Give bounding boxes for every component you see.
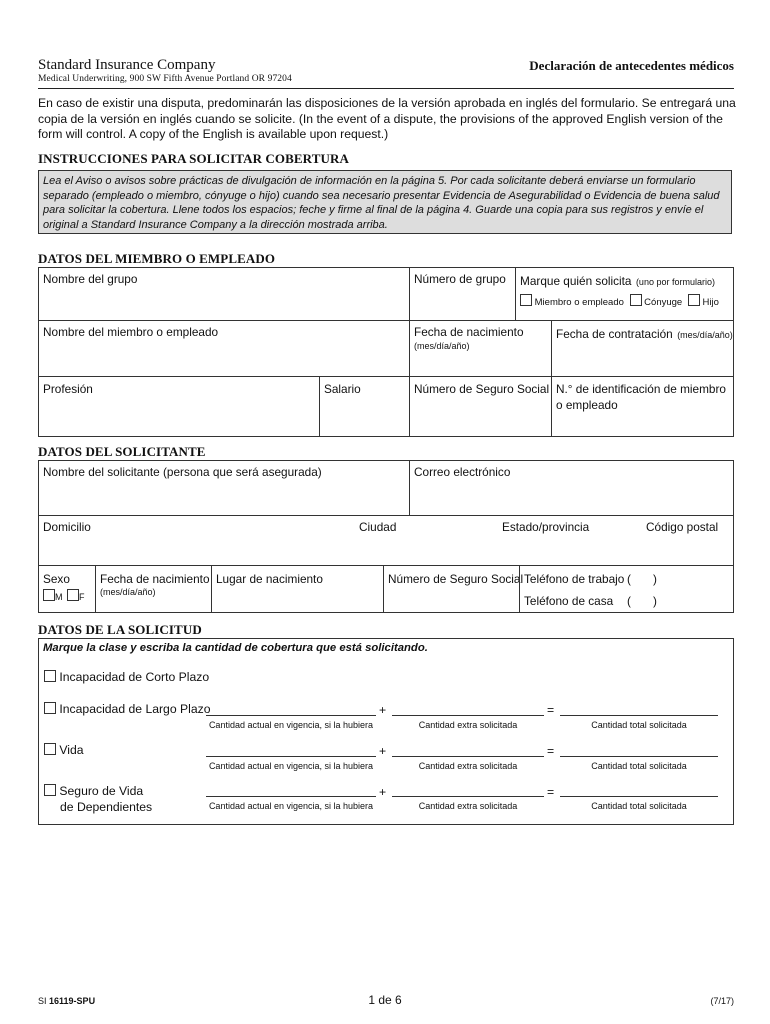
ltd-plus: + xyxy=(379,703,387,717)
work-phone-paren-open: ( xyxy=(627,572,631,586)
life-extra-caption: Cantidad extra solicitada xyxy=(418,761,518,771)
dep-life-checkbox[interactable] xyxy=(44,784,56,796)
form-number: 16119-SPU xyxy=(49,996,96,1006)
life-total-line[interactable] xyxy=(560,756,718,757)
group-name-field[interactable] xyxy=(39,268,409,320)
applicant-ssn-field[interactable] xyxy=(383,565,524,612)
page-number: 1 de 6 xyxy=(368,993,402,1007)
address-row[interactable] xyxy=(39,515,733,565)
ltd-current-line[interactable] xyxy=(206,715,376,716)
header-divider xyxy=(38,88,734,89)
applicant-name-field[interactable] xyxy=(39,461,409,515)
member-option-label: Miembro o empleado xyxy=(534,297,624,308)
company-address: Medical Underwriting, 900 SW Fifth Avenue Portland OR 97204 xyxy=(38,74,292,84)
hire-date-label: Fecha de contratación xyxy=(556,327,673,341)
sex-m-label: M xyxy=(55,592,63,602)
address-label: Domicilio xyxy=(43,520,91,534)
std-checkbox[interactable] xyxy=(44,670,56,682)
request-box xyxy=(38,638,734,825)
sex-label: Sexo xyxy=(43,572,70,586)
dep-total-caption: Cantidad total solicitada xyxy=(591,801,687,811)
member-birth-date-field[interactable] xyxy=(409,320,551,376)
instructions-box: Lea el Aviso o avisos sobre prácticas de divulgación de información en la página 5. Por cada solicitante deberá enviarse un formulario separado (empleado o miembro, cónyuge o hijo) cuando sea necesario presentar Evidencia de Asegurabilidad o Evidencia de buena salud para solicitar la cobertura. Llene todos los espacios; feche y firme al final de la página 4. Guarde una copia para sus registros y envíe el original a Standard Insurance Company a la dirección mostrada arriba. xyxy=(38,170,732,234)
spouse-checkbox[interactable] xyxy=(630,294,642,306)
life-plus: + xyxy=(379,744,387,758)
ltd-label: Incapacidad de Largo Plazo xyxy=(59,702,211,716)
salary-field[interactable] xyxy=(319,376,409,436)
form-prefix: SI xyxy=(38,996,47,1006)
ltd-total-line[interactable] xyxy=(560,715,718,716)
member-id-label-2: o empleado xyxy=(556,398,618,412)
group-number-label: Número de grupo xyxy=(414,272,506,286)
ltd-total-caption: Cantidad total solicitada xyxy=(591,720,687,730)
life-label: Vida xyxy=(59,743,84,757)
disclaimer-text: En caso de existir una disputa, predominarán las disposiciones de la versión aprobada en inglés del formulario. Se entregará una copia de la versión en inglés cuando se solicite. (In the event of a dispute, the provisions of the approved English version of the form will control. A copy of the English is available upon request.) xyxy=(38,96,736,141)
hire-date-field[interactable] xyxy=(551,320,733,376)
dep-plus: + xyxy=(379,785,387,799)
zip-label: Código postal xyxy=(646,520,719,534)
ltd-extra-line[interactable] xyxy=(392,715,544,716)
hire-date-format: (mes/día/año) xyxy=(677,330,733,340)
life-current-caption: Cantidad actual en vigencia, si la hubiera xyxy=(208,761,374,771)
dep-equals: = xyxy=(547,785,555,799)
instructions-heading: INSTRUCCIONES PARA SOLICITAR COBERTURA xyxy=(38,151,349,166)
occupation-label: Profesión xyxy=(43,382,93,396)
ltd-extra-caption: Cantidad extra solicitada xyxy=(418,720,518,730)
who-applies-note: (uno por formulario) xyxy=(635,277,715,287)
life-current-line[interactable] xyxy=(206,756,376,757)
sex-f-checkbox[interactable] xyxy=(67,589,79,601)
form-date: (7/17) xyxy=(710,996,734,1006)
home-phone-paren-close: ) xyxy=(653,594,657,608)
dep-extra-caption: Cantidad extra solicitada xyxy=(418,801,518,811)
city-label: Ciudad xyxy=(359,520,397,534)
member-section-heading: DATOS DEL MIEMBRO O EMPLEADO xyxy=(38,251,276,266)
applicant-section-heading: DATOS DEL SOLICITANTE xyxy=(38,444,206,459)
ltd-checkbox[interactable] xyxy=(44,702,56,714)
group-name-label: Nombre del grupo xyxy=(43,272,138,286)
dep-total-line[interactable] xyxy=(560,796,718,797)
birth-place-field[interactable] xyxy=(211,565,383,612)
member-name-field[interactable] xyxy=(39,320,409,376)
email-field[interactable] xyxy=(409,461,733,515)
child-option-label: Hijo xyxy=(702,297,719,308)
life-extra-line[interactable] xyxy=(392,756,544,757)
state-label: Estado/provincia xyxy=(502,520,590,534)
applicant-name-label: Nombre del solicitante (persona que será asegurada) xyxy=(43,465,322,479)
member-name-label: Nombre del miembro o empleado xyxy=(43,325,219,339)
occupation-field[interactable] xyxy=(39,376,319,436)
dep-life-label-1: Seguro de Vida xyxy=(59,784,144,798)
birth-place-label: Lugar de nacimiento xyxy=(216,572,323,586)
sex-m-checkbox[interactable] xyxy=(43,589,55,601)
child-checkbox[interactable] xyxy=(688,294,700,306)
salary-label: Salario xyxy=(324,382,361,396)
member-birth-date-format: (mes/día/año) xyxy=(414,341,470,351)
work-phone-paren-close: ) xyxy=(653,572,657,586)
ltd-current-caption: Cantidad actual en vigencia, si la hubiera xyxy=(208,720,374,730)
applicant-grid xyxy=(38,460,734,613)
member-grid xyxy=(38,267,734,437)
work-phone-label: Teléfono de trabajo xyxy=(524,572,625,586)
group-number-field[interactable] xyxy=(409,268,515,320)
company-name: Standard Insurance Company xyxy=(38,57,216,73)
ltd-equals: = xyxy=(547,703,555,717)
applicant-birth-date-field[interactable] xyxy=(95,565,211,612)
life-total-caption: Cantidad total solicitada xyxy=(591,761,687,771)
member-id-field[interactable] xyxy=(551,376,733,436)
document-title: Declaración de antecedentes médicos xyxy=(529,58,734,73)
dep-current-caption: Cantidad actual en vigencia, si la hubiera xyxy=(208,801,374,811)
email-label: Correo electrónico xyxy=(414,465,511,479)
request-section-heading: DATOS DE LA SOLICITUD xyxy=(38,622,202,637)
dep-extra-line[interactable] xyxy=(392,796,544,797)
sex-f-label: F xyxy=(79,592,85,602)
who-applies-label: Marque quién solicita xyxy=(520,274,632,288)
who-applies-field xyxy=(515,268,733,320)
spouse-option-label: Cónyuge xyxy=(644,297,683,308)
applicant-birth-date-format: (mes/día/año) xyxy=(100,587,156,597)
request-instruction: Marque la clase y escriba la cantidad de cobertura que está solicitando. xyxy=(43,642,428,654)
life-equals: = xyxy=(547,744,555,758)
member-ssn-field[interactable] xyxy=(409,376,551,436)
member-checkbox[interactable] xyxy=(520,294,532,306)
member-birth-date-label: Fecha de nacimiento xyxy=(414,325,524,339)
home-phone-label: Teléfono de casa xyxy=(524,594,614,608)
life-checkbox[interactable] xyxy=(44,743,56,755)
applicant-birth-date-label: Fecha de nacimiento xyxy=(100,572,210,586)
applicant-ssn-label: Número de Seguro Social xyxy=(388,572,524,586)
std-label: Incapacidad de Corto Plazo xyxy=(59,670,210,684)
phones-field[interactable] xyxy=(519,565,733,612)
home-phone-paren-open: ( xyxy=(627,594,631,608)
dep-life-label-2: de Dependientes xyxy=(60,800,153,814)
sex-field xyxy=(39,565,95,612)
member-id-label-1: N.° de identificación de miembro xyxy=(556,382,726,396)
member-ssn-label: Número de Seguro Social xyxy=(414,382,550,396)
dep-current-line[interactable] xyxy=(206,796,376,797)
